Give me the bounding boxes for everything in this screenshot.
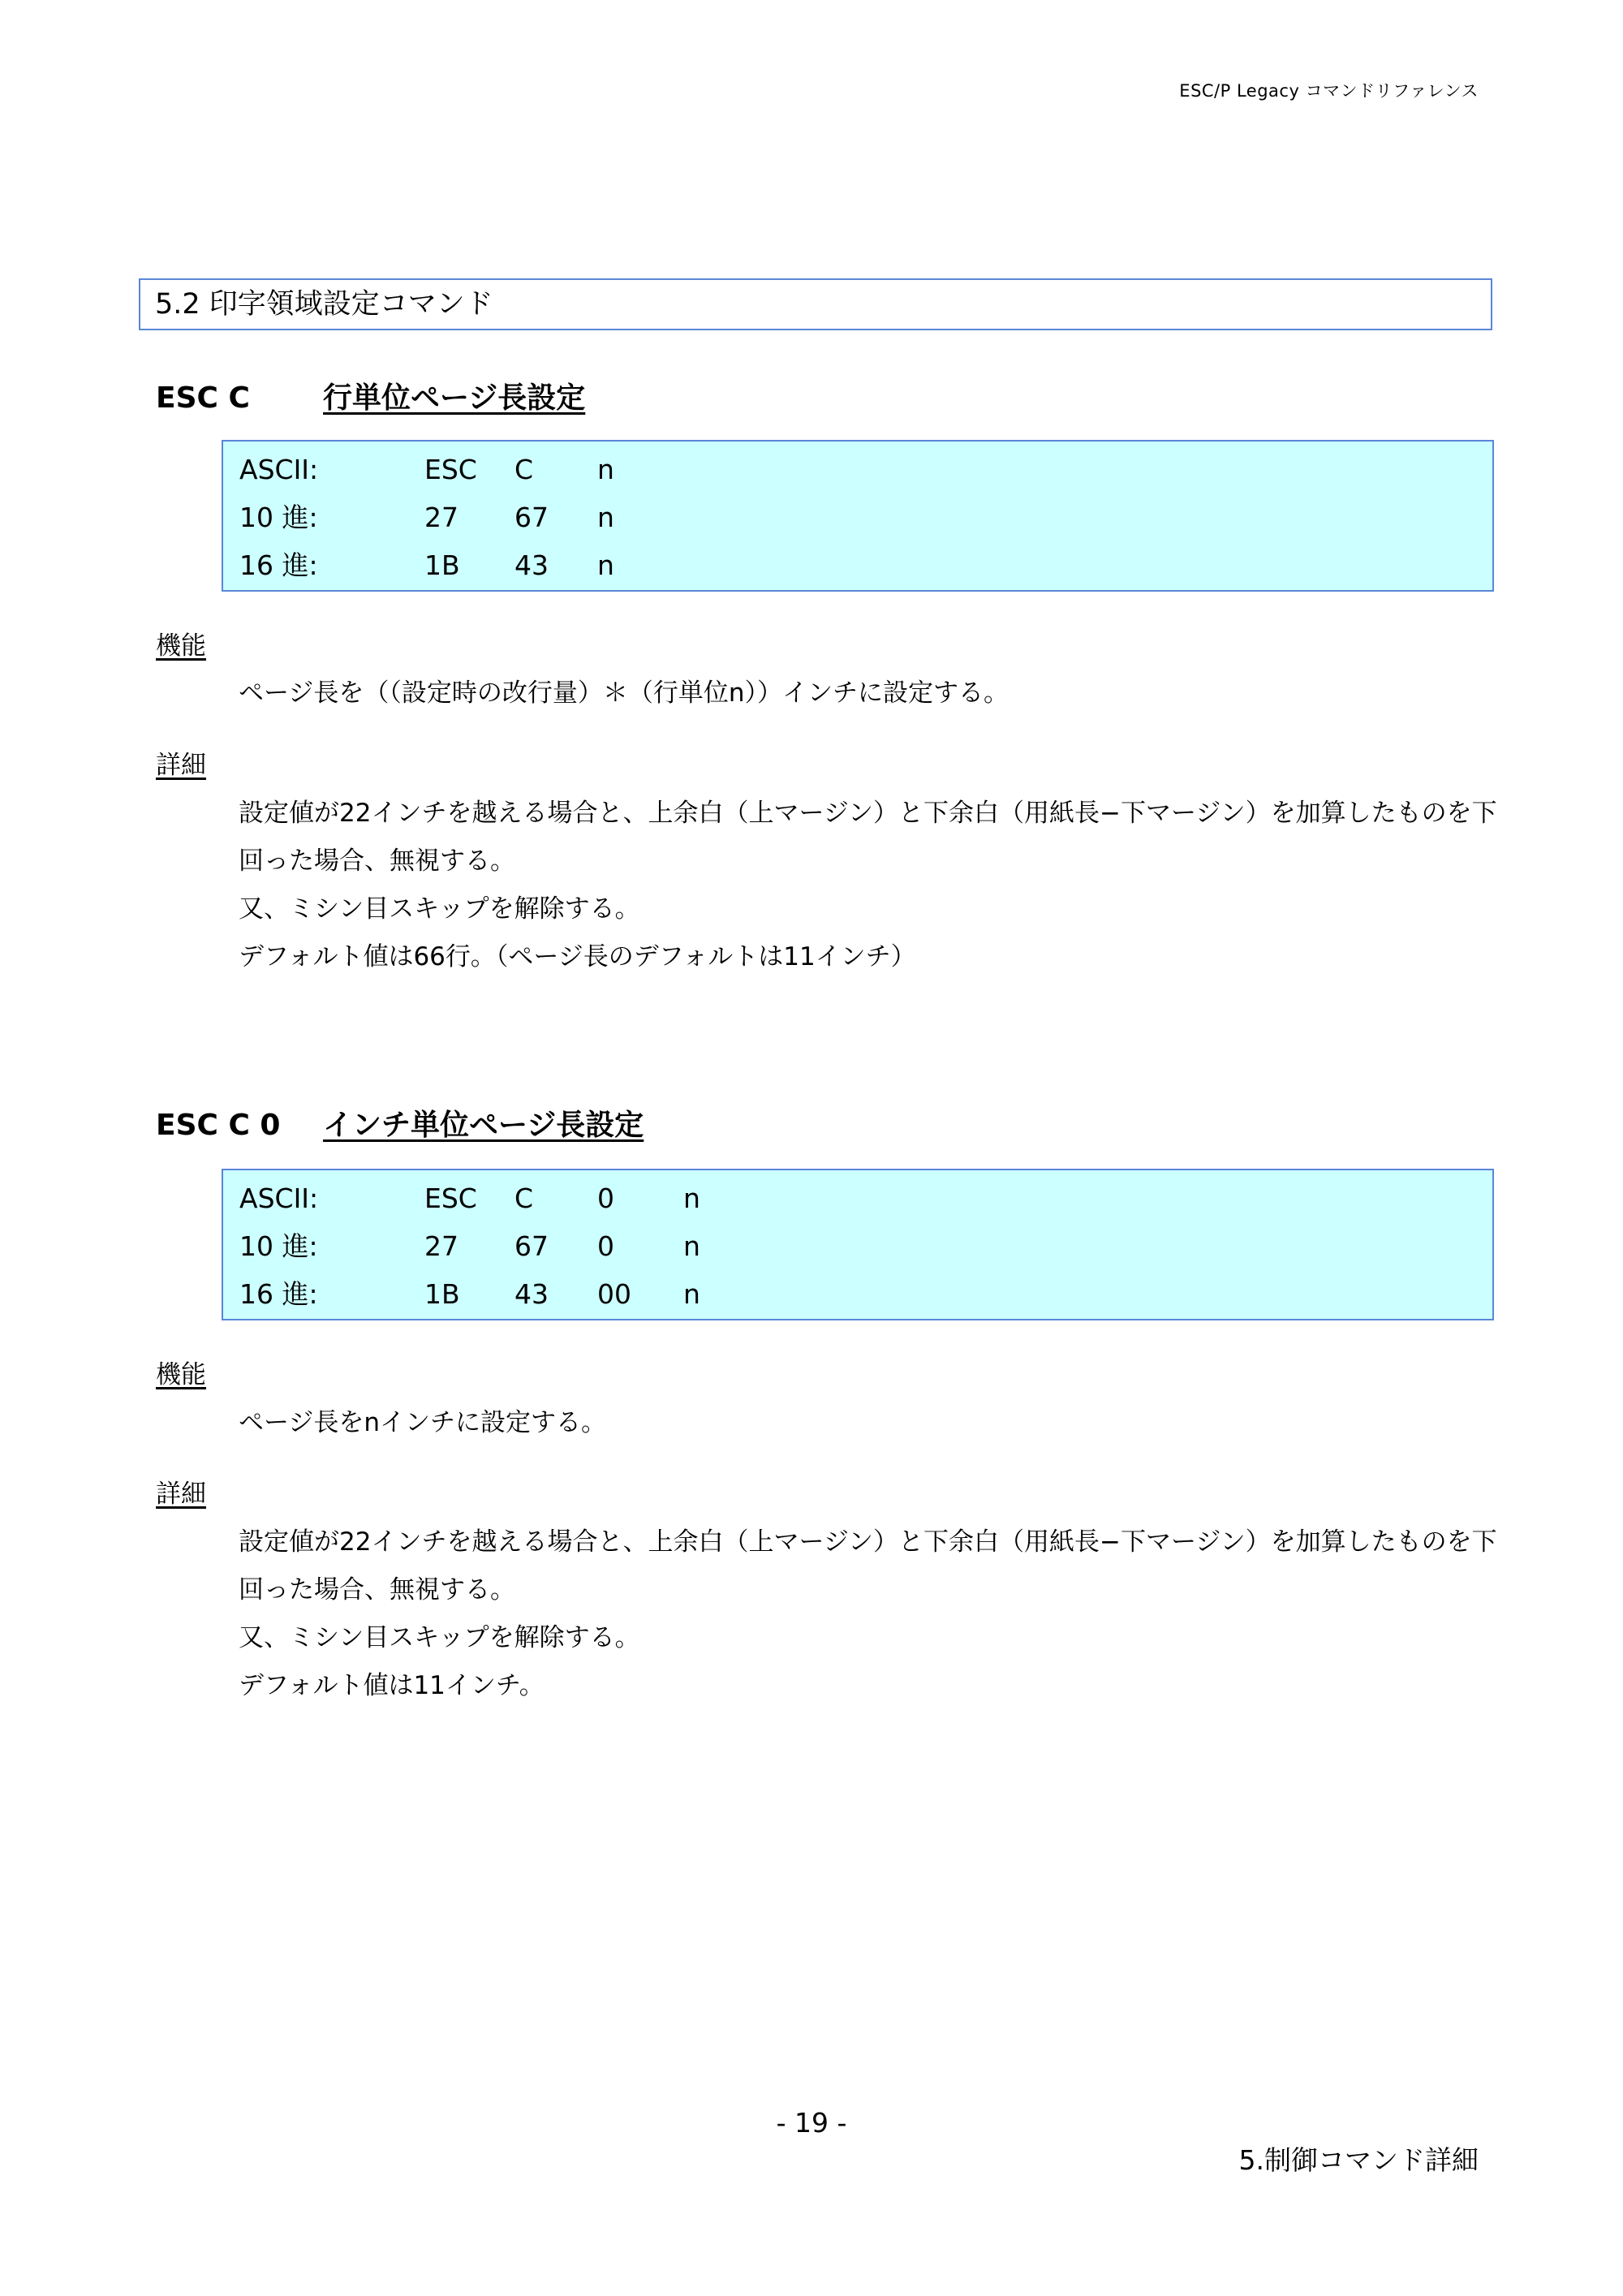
- code-cell: n: [683, 1278, 700, 1310]
- function-text: ページ長を（（設定時の改行量）＊（行単位n））インチに設定する。: [239, 678, 1010, 708]
- code-cell: n: [597, 549, 614, 581]
- details-label: 詳細: [156, 1480, 206, 1509]
- code-cell: 67: [514, 1230, 549, 1262]
- code-cell: C: [514, 1182, 534, 1214]
- command-heading-esc-c: [156, 375, 585, 416]
- code-cell: ASCII:: [239, 1182, 319, 1214]
- code-cell: 67: [514, 502, 549, 533]
- details-line: デフォルト値は66行。（ページ長のデフォルトは11インチ）: [239, 942, 916, 971]
- code-cell: 1B: [424, 1278, 460, 1310]
- code-cell: 16 進:: [239, 1278, 318, 1310]
- code-cell: n: [597, 454, 614, 485]
- details-line: 回った場合、無視する。: [239, 1575, 515, 1605]
- code-cell: ESC: [424, 1182, 477, 1214]
- code-cell: 10 進:: [239, 1230, 318, 1262]
- command-heading-esc-c-0: [156, 1102, 644, 1144]
- code-cell: 27: [424, 502, 458, 533]
- command-title: インチ単位ページ長設定: [323, 1109, 644, 1142]
- command-code-table: [222, 1169, 1494, 1320]
- details-line: 又、ミシン目スキップを解除する。: [239, 894, 640, 924]
- code-cell: 10 進:: [239, 502, 318, 533]
- function-label: 機能: [156, 1360, 206, 1389]
- code-cell: 0: [597, 1182, 614, 1214]
- code-cell: 16 進:: [239, 549, 318, 581]
- code-cell: 1B: [424, 549, 460, 581]
- running-header: ESC/P Legacy コマンドリファレンス: [1179, 81, 1479, 101]
- code-cell: C: [514, 454, 534, 485]
- code-cell: 0: [597, 1230, 614, 1262]
- details-line: 回った場合、無視する。: [239, 846, 515, 876]
- details-line: 設定値が22インチを越える場合と、上余白（上マージン）と下余白（用紙長−下マージン）を加算したものを下: [239, 1527, 1497, 1557]
- command-name: ESC C: [156, 381, 250, 415]
- code-cell: n: [683, 1230, 700, 1262]
- chapter-footer: 5.制御コマンド詳細: [1238, 2144, 1479, 2176]
- code-cell: 27: [424, 1230, 458, 1262]
- details-line: 設定値が22インチを越える場合と、上余白（上マージン）と下余白（用紙長−下マージン）を加算したものを下: [239, 799, 1497, 828]
- details-label: 詳細: [156, 751, 206, 780]
- code-cell: n: [683, 1182, 700, 1214]
- code-cell: 43: [514, 1278, 549, 1310]
- code-cell: ASCII:: [239, 454, 319, 485]
- page-number: - 19 -: [776, 2107, 847, 2139]
- function-label: 機能: [156, 631, 206, 661]
- details-line: デフォルト値は11インチ。: [239, 1671, 545, 1700]
- command-name: ESC C 0: [156, 1109, 281, 1142]
- code-cell: 43: [514, 549, 549, 581]
- code-cell: ESC: [424, 454, 477, 485]
- command-code-table: [222, 440, 1494, 592]
- function-text: ページ長をnインチに設定する。: [239, 1408, 607, 1437]
- command-title: 行単位ページ長設定: [323, 381, 586, 415]
- details-line: 又、ミシン目スキップを解除する。: [239, 1623, 640, 1652]
- code-cell: n: [597, 502, 614, 533]
- code-cell: 00: [597, 1278, 631, 1310]
- section-title: 5.2 印字領域設定コマンド: [139, 278, 1492, 330]
